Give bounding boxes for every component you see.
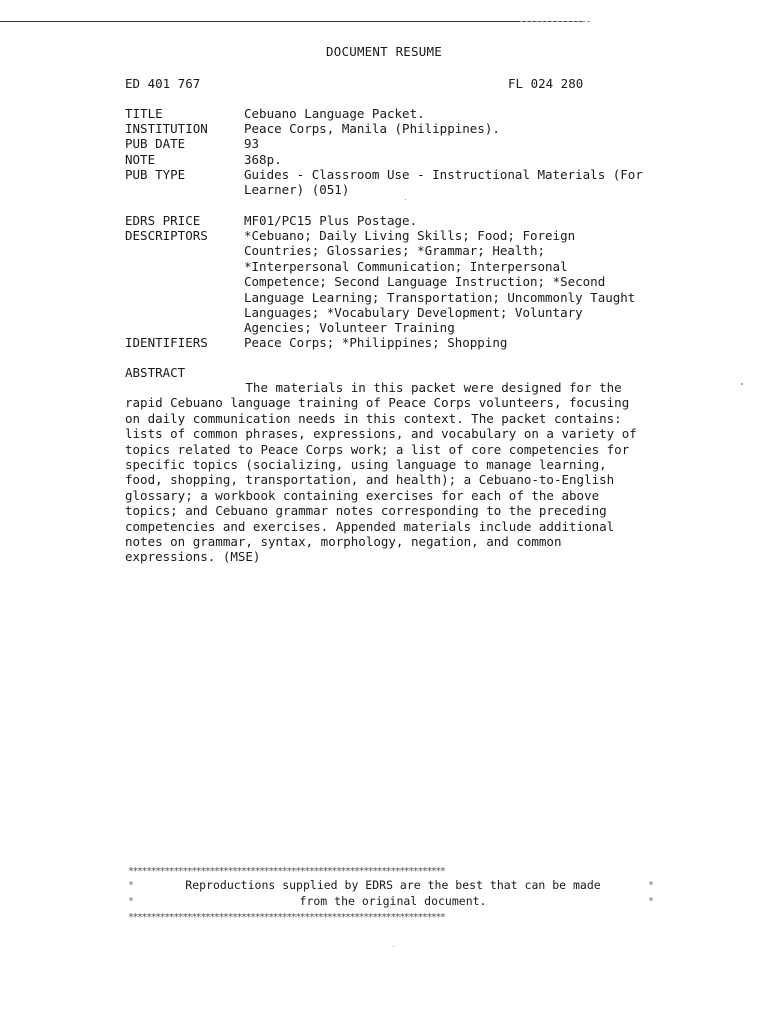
reproduction-notice	[128, 864, 658, 924]
institution-label: INSTITUTION	[125, 121, 208, 136]
reproduction-line-2	[128, 894, 658, 910]
institution-value: Peace Corps, Manila (Philippines).	[244, 121, 500, 136]
abstract-label: ABSTRACT	[125, 365, 186, 380]
note-value: 368p.	[244, 152, 282, 167]
reproduction-line-1	[128, 878, 658, 894]
star-border-top: **********************************************************************	[128, 866, 445, 877]
edge-star-right: *	[647, 896, 654, 907]
pub-date-value: 93	[244, 136, 260, 151]
top-rule	[0, 21, 585, 22]
edge-star-left: *	[128, 896, 135, 907]
descriptors-label: DESCRIPTORS	[125, 228, 208, 243]
note-label: NOTE	[125, 152, 156, 167]
fl-number: FL 024 280	[508, 76, 584, 91]
pub-date-label: PUB DATE	[125, 136, 186, 151]
reproduction-text-2: from the original document.	[299, 894, 487, 908]
identifiers-value: Peace Corps; *Philippines; Shopping	[244, 335, 508, 350]
edrs-price-label: EDRS PRICE	[125, 213, 201, 228]
title-value: Cebuano Language Packet.	[244, 106, 425, 121]
descriptors-value: *Cebuano; Daily Living Skills; Food; Foreign Countries; Glossaries; *Grammar; Health; *Interpersonal Communication; Interpersonal Competence; Second Language Instruction; *Second Language Learning; Transportation; Uncommonly Taught Languages; *Vocabulary Development; Voluntary Agencies; Volunteer Training	[244, 228, 636, 336]
scan-speck	[741, 383, 743, 385]
scan-speck	[393, 946, 394, 947]
ed-number: ED 401 767	[125, 76, 201, 91]
pub-type-value: Guides - Classroom Use - Instructional Materials (For Learner) (051)	[244, 167, 643, 198]
pub-type-label: PUB TYPE	[125, 167, 186, 182]
top-rule-faint	[520, 21, 590, 22]
reproduction-text-1: Reproductions supplied by EDRS are the best that can be made	[185, 878, 601, 892]
identifiers-label: IDENTIFIERS	[125, 335, 208, 350]
title-label: TITLE	[125, 106, 163, 121]
edrs-price-value: MF01/PC15 Plus Postage.	[244, 213, 418, 228]
edge-star-left: *	[128, 880, 135, 891]
document-title: DOCUMENT RESUME	[326, 44, 442, 59]
abstract-body: The materials in this packet were designed for the rapid Cebuano language training of Peace Corps volunteers, focusing on daily communication needs in this context. The packet contains: lists of common phrases, expressions, and vocabulary on a variety of topics related to Peace Corps work; a list of core competencies for specific topics (socializing, using language to manage learning, food, shopping, transportation, and health); a Cebuano-to-English glossary; a workbook containing exercises for each of the above topics; and Cebuano grammar notes corresponding to the preceding competencies and exercises. Appended materials include additional notes on grammar, syntax, morphology, negation, and common expressions. (MSE)	[125, 380, 637, 565]
scan-speck	[405, 199, 406, 200]
star-border-bottom: **********************************************************************	[128, 912, 445, 923]
edge-star-right: *	[647, 880, 654, 891]
